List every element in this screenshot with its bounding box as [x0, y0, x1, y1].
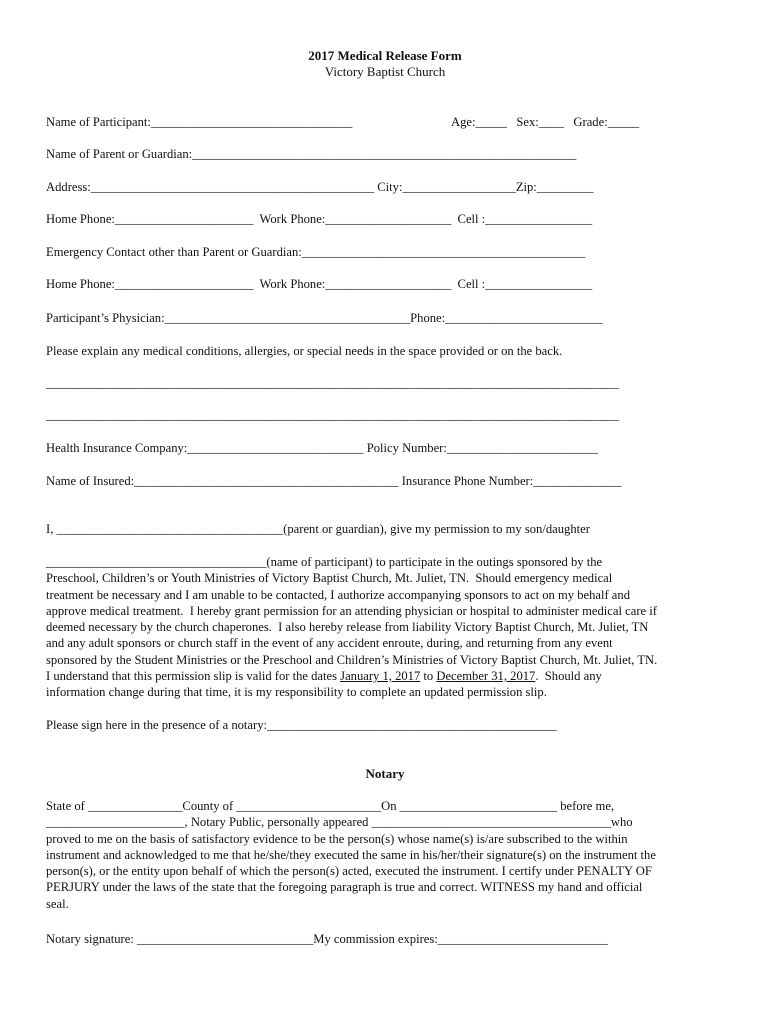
form-title: 2017 Medical Release Form	[308, 48, 462, 63]
age-sex-grade-fields[interactable]: Age:_____ Sex:____ Grade:_____	[451, 115, 640, 129]
notary-paragraph	[46, 798, 726, 912]
notary-text-line: seal.	[46, 896, 69, 911]
validity-text: I understand that this permission slip is valid for the dates	[46, 669, 341, 684]
permission-statement	[46, 521, 726, 537]
notary-sign-field[interactable]: Please sign here in the presence of a notary:______________________________________________	[46, 718, 557, 732]
permission-line[interactable]: I, ____________________________________(parent or guardian), give my permission to my son/daughter	[46, 522, 590, 536]
phone-fields-primary[interactable]: Home Phone:______________________ Work Phone:____________________ Cell :_________________	[46, 212, 593, 226]
permission-paragraph	[46, 554, 726, 701]
permission-paragraph-line[interactable]: ___________________________________(name of participant) to participate in the outings sponsored by the	[46, 555, 603, 569]
notary-text-line: instrument and acknowledged to me that he/she/they executed the same in his/her/their signature(s) on the instrument the	[46, 847, 656, 862]
phone-fields-emergency[interactable]: Home Phone:______________________ Work Phone:____________________ Cell :_________________	[46, 277, 593, 291]
insurance-company-field[interactable]: Health Insurance Company:____________________________ Policy Number:________________________	[46, 441, 598, 455]
address-field[interactable]: Address:_____________________________________________ City:__________________Zip:_________	[46, 180, 594, 194]
start-date: January 1, 2017	[340, 669, 421, 684]
notary-heading: Notary	[365, 766, 405, 781]
church-name: Victory Baptist Church	[324, 64, 446, 79]
permission-paragraph-line: and any adult sponsors or church staff in the event of any accident enroute, during, and returning from any event	[46, 636, 613, 651]
medical-conditions-line-1[interactable]: ___________________________________________________________________________________________	[46, 376, 620, 390]
validity-line	[46, 668, 726, 684]
parent-guardian-field[interactable]: Name of Parent or Guardian:_____________________________________________________________	[46, 147, 577, 161]
participant-name-field[interactable]: Name of Participant:________________________________	[46, 115, 353, 129]
permission-paragraph-line: sponsored by the Student Ministries or the Preschool and Children’s Ministries of Victory Baptist Church, Mt. Juliet, TN.	[46, 652, 658, 667]
validity-tail: . Should any	[535, 669, 602, 684]
emergency-contact-field[interactable]: Emergency Contact other than Parent or Guardian:_____________________________________________	[46, 245, 586, 259]
notary-text-line: person(s), or the entity upon behalf of which the person(s) acted, executed the instrument. I certify under PENALTY OF	[46, 864, 652, 879]
notary-state-county-line[interactable]: State of _______________County of _______________________On _________________________ before me,	[46, 799, 615, 813]
notary-public-line[interactable]: ______________________, Notary Public, personally appeared ______________________________________who	[46, 815, 633, 830]
permission-paragraph-line: deemed necessary by the church chaperones. I also hereby release from liability Victory Baptist Church, Mt. Juliet, TN	[46, 620, 649, 635]
insured-name-field[interactable]: Name of Insured:__________________________________________ Insurance Phone Number:______________	[46, 474, 622, 488]
notary-text-line: PERJURY under the laws of the state that the foregoing paragraph is true and correct. WITNESS my hand and official	[46, 880, 643, 895]
validity-to: to	[420, 669, 437, 684]
permission-paragraph-line: treatment be necessary and I am unable to be contacted, I authorize accompanying sponsors to act on my behalf and	[46, 587, 630, 602]
medical-conditions-line-2[interactable]: ___________________________________________________________________________________________	[46, 408, 620, 422]
permission-paragraph-line: approve medical treatment. I hereby grant permission for an attending physician or hospital to administer medical care if	[46, 603, 657, 618]
physician-field[interactable]: Participant’s Physician:_______________________________________Phone:_________________________	[46, 311, 603, 325]
permission-paragraph-line: Preschool, Children’s or Youth Ministries of Victory Baptist Church, Mt. Juliet, TN. Should emergency medical	[46, 571, 613, 586]
permission-paragraph-line: information change during that time, it is my responsibility to complete an updated permission slip.	[46, 685, 547, 700]
medical-conditions-instructions: Please explain any medical conditions, allergies, or special needs in the space provided or on the back.	[46, 344, 563, 358]
notary-signature-field[interactable]: Notary signature: ____________________________My commission expires:___________________________	[46, 932, 608, 946]
notary-text-line: proved to me on the basis of satisfactory evidence to be the person(s) whose name(s) is/are subscribed to the within	[46, 831, 628, 846]
end-date: December 31, 2017	[436, 669, 536, 684]
